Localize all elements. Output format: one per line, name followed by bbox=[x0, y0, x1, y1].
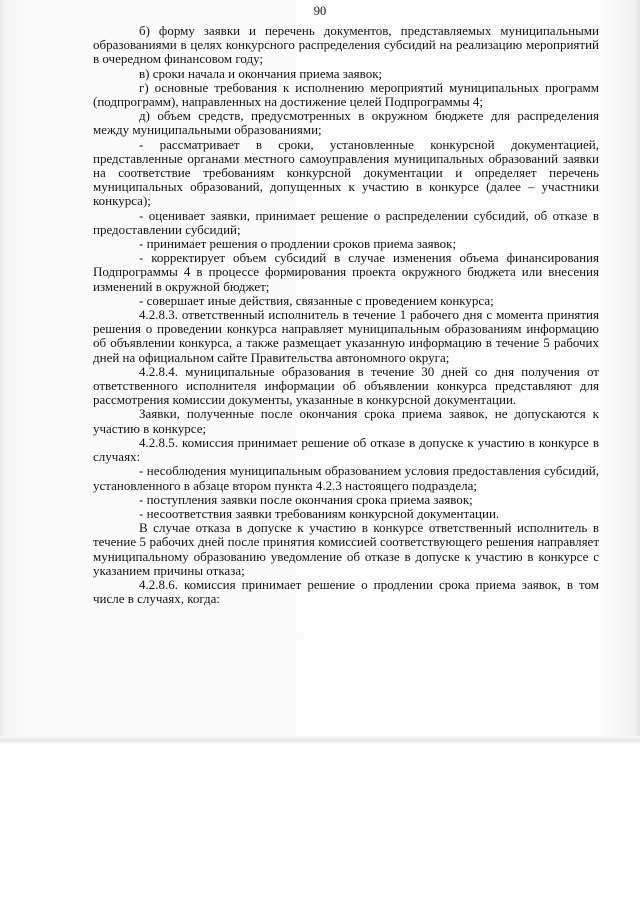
paragraph-g-requirements: г) основные требования к исполнению мероприятий муниципальных программ (подпрограмм), направленных на достижение целей Подпрограммы 4; bbox=[93, 79, 599, 110]
paragraph-4-2-8-3: 4.2.8.3. ответственный исполнитель в течение 1 рабочего дня с момента принятия решения о проведении конкурса направляет муниципальным образованиям информацию об объявлении конкурса, а также размещает указанную информацию в течение 5 рабочих дней на официальном сайте Правительства автономного округа; bbox=[93, 307, 599, 365]
paragraph-extends: - принимает решения о продлении сроков приема заявок; bbox=[139, 236, 457, 252]
paragraph-noncompliance: - несоблюдения муниципальным образованием условия предоставления субсидий, установленного в абзаце втором пункта 4.2.3 настоящего подраздела; bbox=[93, 463, 599, 493]
document-body bbox=[93, 24, 599, 606]
paragraph-adjusts: - корректирует объем субсидий в случае изменения объема финансирования Подпрограммы 4 в процессе формирования проекта окружного бюджета или внесения изменений в окружной бюджет; bbox=[93, 250, 599, 294]
paragraph-4-2-8-4: 4.2.8.4. муниципальные образования в течение 30 дней со дня получения от ответственного исполнителя информации об объявлении конкурса представляют для рассмотрения комиссии документы, указанные в конкурсной документации. bbox=[93, 363, 599, 408]
paragraph-b-form: б) форму заявки и перечень документов, представляемых муниципальными образованиями в целях конкурсного распределения субсидий на реализацию мероприятий в очередном финансовом году; bbox=[93, 23, 599, 67]
paragraph-v-dates: в) сроки начала и окончания приема заявок; bbox=[139, 65, 383, 81]
page-bottom-edge bbox=[0, 736, 640, 744]
page-number: 90 bbox=[313, 4, 327, 18]
paragraph-late-receipt: - поступления заявки после окончания срока приема заявок; bbox=[139, 491, 473, 507]
paragraph-late-applications: Заявки, полученные после окончания срока приема заявок, не допускаются к участию в конкурсе; bbox=[93, 406, 599, 436]
paragraph-4-2-8-6: 4.2.8.6. комиссия принимает решение о продлении срока приема заявок, в том числе в случаях, когда: bbox=[93, 576, 599, 607]
paragraph-refusal-notice: В случае отказа в допуске к участию в конкурсе ответственный исполнитель в течение 5 рабочих дней после принятия комиссией соответствующего решения направляет муниципальному образованию уведомление об отказе в допуске к участию в конкурсе с указанием причины отказа; bbox=[93, 520, 599, 578]
paragraph-4-2-8-5: 4.2.8.5. комиссия принимает решение об отказе в допуске к участию в конкурсе в случаях: bbox=[93, 434, 599, 465]
paragraph-mismatch: - несоответствия заявки требованиям конкурсной документации. bbox=[139, 505, 500, 521]
paragraph-evaluates: - оценивает заявки, принимает решение о распределении субсидий, об отказе в предоставлении субсидий; bbox=[93, 207, 599, 237]
paragraph-reviews: - рассматривает в сроки, установленные конкурсной документацией, представленные органами местного самоуправления муниципальных образований заявки на соответствие требованиям конкурсной документации и определяет перечень муниципальных образований, допущенных к участию в конкурсе (далее – участники конкурса); bbox=[93, 136, 599, 209]
paragraph-other-actions: - совершает иные действия, связанные с проведением конкурса; bbox=[139, 292, 494, 308]
paragraph-d-funds: д) объем средств, предусмотренных в окружном бюджете для распределения между муниципальными образованиями; bbox=[93, 108, 599, 138]
